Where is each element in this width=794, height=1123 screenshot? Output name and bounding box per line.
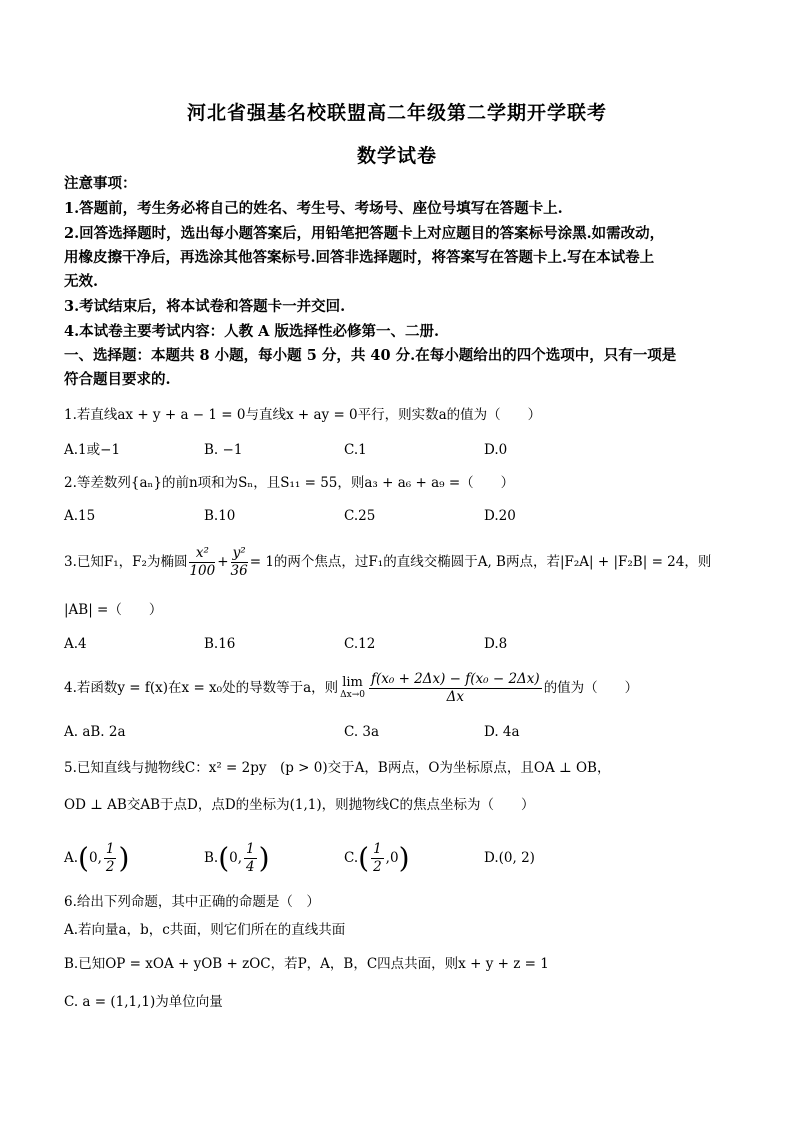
- q5-option-a: [64, 840, 129, 877]
- q5-a-pre: 0,: [88, 850, 102, 866]
- q1-option-c: C.1: [344, 442, 367, 458]
- q1-option-a: A.1或−1: [64, 442, 121, 458]
- question-5-stem-cont: OD ⊥ AB交AB于点D，点D的坐标为(1,1)，则抛物线C的焦点坐标为（ ）: [64, 797, 535, 813]
- q3-option-d: D.8: [484, 636, 508, 652]
- q4-stem-start: 4.若函数y = f(x)在x = x₀处的导数等于a，则: [64, 680, 339, 696]
- notice-item-4: 4.本试卷主要考试内容：人教 A 版选择性必修第一、二册.: [64, 323, 440, 340]
- q3-plus: +: [217, 554, 229, 570]
- q2-option-d: D.20: [484, 508, 516, 524]
- q5-c-post: ,0: [385, 850, 399, 866]
- exam-subtitle: 数学试卷: [356, 145, 437, 167]
- q5-d-label: D.: [484, 850, 499, 866]
- q3-option-c: C.12: [344, 636, 376, 652]
- q5-a-num: 1: [105, 841, 115, 857]
- q5-c-num: 1: [373, 841, 382, 857]
- q6-option-b: B.已知OP = xOA + yOB + zOC，若P，A，B，C四点共面，则x + y + z = 1: [64, 956, 549, 972]
- q5-c-den: 2: [373, 859, 382, 875]
- notice-item-3: 3.考试结束后，将本试卷和答题卡一并交回.: [64, 298, 346, 315]
- q2-option-a: A.15: [64, 508, 96, 524]
- q5-c-paren-open: (: [358, 841, 370, 875]
- q4-frac-den: Δx: [446, 689, 465, 705]
- q5-b-pre: 0,: [229, 850, 243, 866]
- q5-b-paren-close: ): [258, 841, 270, 875]
- q2-option-c: C.25: [344, 508, 376, 524]
- q3-option-b: B.16: [204, 636, 236, 652]
- q4-option-ab: A. aB. 2a: [64, 724, 126, 740]
- q4-option-d: D. 4a: [484, 724, 520, 740]
- notice-item-2-end: 无效.: [64, 273, 99, 290]
- question-3-stem: [64, 544, 744, 580]
- question-6-stem: 6.给出下列命题，其中正确的命题是（ ）: [64, 894, 320, 910]
- q3-stem-end: = 1的两个焦点，过F₁的直线交椭圆于A, B两点，若|F₂A| + |F₂B| = 24，则: [249, 554, 712, 570]
- q3-fraction-x: [189, 545, 215, 580]
- q4-limit: [340, 674, 365, 701]
- q4-lim-label: lim: [342, 674, 363, 690]
- q5-b-fraction: [244, 841, 257, 876]
- question-1-stem: 1.若直线ax + y + a − 1 = 0与直线x + ay = 0平行，则实数a的值为（ ）: [64, 407, 542, 423]
- question-3-stem-cont: |AB| =（ ）: [64, 602, 163, 618]
- q6-option-a: A.若向量a，b，c共面，则它们所在的直线共面: [64, 922, 346, 938]
- q5-c-fraction: [371, 841, 384, 876]
- q5-a-paren-close: ): [118, 841, 130, 875]
- q4-fraction: [369, 671, 542, 706]
- notice-item-1: 1.答题前，考生务必将自己的姓名、考生号、考场号、座位号填写在答题卡上.: [64, 200, 563, 217]
- q5-option-d: [484, 848, 535, 868]
- q3-fraction-y: [231, 545, 248, 580]
- q5-a-paren-open: (: [78, 841, 89, 875]
- q5-a-fraction: [104, 841, 117, 876]
- question-4-stem: [64, 670, 744, 706]
- q5-b-den: 4: [246, 859, 255, 875]
- exam-title: 河北省强基名校联盟高二年级第二学期开学联考: [186, 102, 607, 124]
- q5-a-label: A.: [64, 850, 79, 866]
- q5-b-paren-open: (: [218, 841, 230, 875]
- q1-option-b: B. −1: [204, 442, 243, 458]
- q3-stem-start: 3.已知F₁，F₂为椭圆: [64, 554, 188, 570]
- q5-option-b: [204, 840, 270, 877]
- q3-frac-x-num: x²: [189, 545, 215, 563]
- q2-option-b: B.10: [204, 508, 236, 524]
- section-heading: 一、选择题：本题共 8 小题，每小题 5 分，共 40 分.在每小题给出的四个选项中，只有一项是: [64, 347, 677, 364]
- q3-frac-x-den: 100: [189, 563, 216, 579]
- q3-option-a: A.4: [64, 636, 87, 652]
- q3-frac-y-den: 36: [230, 563, 248, 579]
- question-5-stem: 5.已知直线与抛物线C：x² = 2py (p > 0)交于A，B两点，O为坐标原点，且OA ⊥ OB，: [64, 760, 611, 776]
- q6-option-c: C. a = (1,1,1)为单位向量: [64, 994, 223, 1010]
- notice-item-2: 2.回答选择题时，选出每小题答案后，用铅笔把答题卡上对应题目的答案标号涂黑.如需改动，: [64, 225, 665, 242]
- q3-frac-y-num: y²: [231, 545, 248, 563]
- section-heading-cont: 符合题目要求的.: [64, 371, 171, 388]
- q5-c-paren-close: ): [398, 841, 410, 875]
- question-2-stem: 2.等差数列{aₙ}的前n项和为Sₙ，且S₁₁ = 55，则a₃ + a₆ + a₉ =（ ）: [64, 475, 515, 491]
- notice-heading: 注意事项：: [64, 175, 137, 192]
- q5-a-den: 2: [105, 859, 115, 875]
- q4-frac-num: f(x₀ + 2Δx) − f(x₀ − 2Δx): [370, 671, 540, 687]
- q5-b-label: B.: [204, 850, 219, 866]
- q4-option-c: C. 3a: [344, 724, 380, 740]
- q1-option-d: D.0: [484, 442, 508, 458]
- q5-d-text: (0, 2): [498, 850, 535, 866]
- q5-option-c: [344, 840, 410, 877]
- q4-lim-sub: Δx→0: [340, 689, 365, 700]
- notice-item-2-cont: 用橡皮擦干净后，再选涂其他答案标号.回答非选择题时，将答案写在答题卡上.写在本试卷上: [64, 249, 655, 266]
- q5-c-label: C.: [344, 850, 359, 866]
- q5-b-num: 1: [246, 841, 255, 857]
- q4-stem-end: 的值为（ ）: [543, 680, 639, 696]
